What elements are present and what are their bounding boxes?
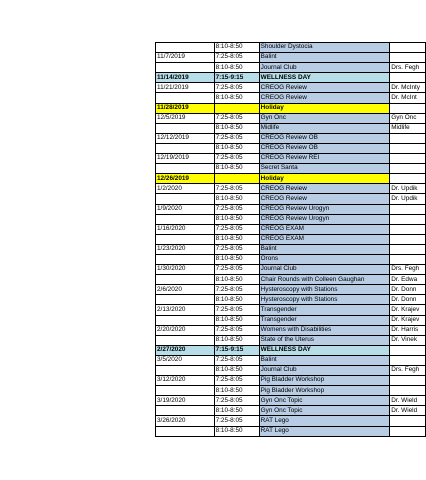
date-cell bbox=[156, 386, 215, 396]
table-row bbox=[156, 83, 426, 93]
date-cell: 11/7/2019 bbox=[156, 53, 215, 63]
date-cell: 12/26/2019 bbox=[156, 174, 215, 184]
time-cell: 8:10-8:50 bbox=[214, 194, 259, 204]
presenter-cell bbox=[390, 386, 426, 396]
table-row bbox=[156, 305, 426, 315]
topic-cell: Gyn Onc Topic bbox=[259, 396, 390, 406]
presenter-cell bbox=[390, 345, 426, 355]
table-row bbox=[156, 93, 426, 103]
table-row bbox=[156, 345, 426, 355]
presenter-cell bbox=[390, 254, 426, 264]
topic-cell: CREOG EXAM bbox=[259, 224, 390, 234]
presenter-cell: Midlife bbox=[390, 123, 426, 133]
time-cell: 7:25-8:05 bbox=[214, 396, 259, 406]
table-row bbox=[156, 315, 426, 325]
topic-cell: Pig Bladder Workshop bbox=[259, 386, 390, 396]
presenter-cell: Dr. Edwa bbox=[390, 275, 426, 285]
presenter-cell: Dr. Updik bbox=[390, 194, 426, 204]
table-row bbox=[156, 214, 426, 224]
presenter-cell: Dr. McInt bbox=[390, 93, 426, 103]
presenter-cell bbox=[390, 43, 426, 53]
time-cell: 7:25-8:05 bbox=[214, 154, 259, 164]
time-cell: 8:10-8:50 bbox=[214, 234, 259, 244]
presenter-cell bbox=[390, 73, 426, 83]
schedule-body bbox=[156, 43, 426, 437]
table-row bbox=[156, 285, 426, 295]
time-cell: 7:25-8:05 bbox=[214, 376, 259, 386]
presenter-cell bbox=[390, 53, 426, 63]
topic-cell: Secret Santa bbox=[259, 164, 390, 174]
table-row bbox=[156, 133, 426, 143]
table-row bbox=[156, 386, 426, 396]
date-cell: 11/14/2019 bbox=[156, 73, 215, 83]
topic-cell: CREOG Review bbox=[259, 194, 390, 204]
presenter-cell: Dr. Krajev bbox=[390, 305, 426, 315]
topic-cell: CREOG Review Urogyn bbox=[259, 204, 390, 214]
presenter-cell bbox=[390, 164, 426, 174]
time-cell: 8:10-8:50 bbox=[214, 366, 259, 376]
date-cell bbox=[156, 143, 215, 153]
time-cell: 7:25-8:05 bbox=[214, 244, 259, 254]
topic-cell: Gyn Onc Topic bbox=[259, 406, 390, 416]
table-row bbox=[156, 355, 426, 365]
topic-cell: CREOG EXAM bbox=[259, 234, 390, 244]
presenter-cell bbox=[390, 224, 426, 234]
topic-cell: CREOG Review bbox=[259, 184, 390, 194]
presenter-cell: Drs. Fegh bbox=[390, 63, 426, 73]
topic-cell: CREOG Review OB bbox=[259, 143, 390, 153]
table-row bbox=[156, 416, 426, 426]
table-row bbox=[156, 366, 426, 376]
date-cell bbox=[156, 295, 215, 305]
presenter-cell bbox=[390, 244, 426, 254]
table-row bbox=[156, 325, 426, 335]
topic-cell: Balint bbox=[259, 355, 390, 365]
time-cell: 7:25-8:05 bbox=[214, 204, 259, 214]
table-row bbox=[156, 123, 426, 133]
table-row bbox=[156, 275, 426, 285]
topic-cell: Balint bbox=[259, 244, 390, 254]
date-cell bbox=[156, 123, 215, 133]
topic-cell: Journal Club bbox=[259, 265, 390, 275]
date-cell: 12/19/2019 bbox=[156, 154, 215, 164]
time-cell: 7:25-8:05 bbox=[214, 265, 259, 275]
presenter-cell bbox=[390, 154, 426, 164]
time-cell: 8:10-8:50 bbox=[214, 43, 259, 53]
time-cell: 8:10-8:50 bbox=[214, 315, 259, 325]
table-row bbox=[156, 103, 426, 113]
time-cell: 7:25-8:05 bbox=[214, 224, 259, 234]
time-cell: 8:10-8:50 bbox=[214, 254, 259, 264]
time-cell: 8:10-8:50 bbox=[214, 164, 259, 174]
presenter-cell bbox=[390, 426, 426, 436]
presenter-cell: Dr. Donn bbox=[390, 285, 426, 295]
time-cell: 7:25-8:05 bbox=[214, 285, 259, 295]
topic-cell: Pig Bladder Workshop bbox=[259, 376, 390, 386]
topic-cell: Orons bbox=[259, 254, 390, 264]
topic-cell: Gyn Onc bbox=[259, 113, 390, 123]
presenter-cell bbox=[390, 103, 426, 113]
presenter-cell: Dr. Donn bbox=[390, 295, 426, 305]
time-cell: 8:10-8:50 bbox=[214, 386, 259, 396]
table-row bbox=[156, 164, 426, 174]
presenter-cell bbox=[390, 376, 426, 386]
date-cell bbox=[156, 63, 215, 73]
presenter-cell bbox=[390, 355, 426, 365]
date-cell: 1/23/2020 bbox=[156, 244, 215, 254]
date-cell: 2/27/2020 bbox=[156, 345, 215, 355]
topic-cell: Journal Club bbox=[259, 63, 390, 73]
topic-cell: WELLNESS DAY bbox=[259, 73, 390, 83]
date-cell bbox=[156, 234, 215, 244]
time-cell: 8:10-8:50 bbox=[214, 406, 259, 416]
topic-cell: CREOG Review Urogyn bbox=[259, 214, 390, 224]
date-cell: 2/13/2020 bbox=[156, 305, 215, 315]
topic-cell: State of the Uterus bbox=[259, 335, 390, 345]
date-cell: 12/5/2019 bbox=[156, 113, 215, 123]
presenter-cell bbox=[390, 234, 426, 244]
presenter-cell: Drs. Fegh bbox=[390, 265, 426, 275]
date-cell bbox=[156, 366, 215, 376]
table-row bbox=[156, 43, 426, 53]
table-row bbox=[156, 376, 426, 386]
topic-cell: Balint bbox=[259, 53, 390, 63]
presenter-cell bbox=[390, 133, 426, 143]
time-cell: 8:10-8:50 bbox=[214, 214, 259, 224]
time-cell: 7:25-8:05 bbox=[214, 83, 259, 93]
date-cell: 12/12/2019 bbox=[156, 133, 215, 143]
time-cell: 7:25-8:05 bbox=[214, 416, 259, 426]
table-row bbox=[156, 295, 426, 305]
time-cell bbox=[214, 174, 259, 184]
presenter-cell: Dr. Wield bbox=[390, 406, 426, 416]
table-row bbox=[156, 113, 426, 123]
date-cell bbox=[156, 164, 215, 174]
topic-cell: CREOG Review REI bbox=[259, 154, 390, 164]
time-cell: 7:25-8:05 bbox=[214, 113, 259, 123]
time-cell bbox=[214, 103, 259, 113]
date-cell: 3/12/2020 bbox=[156, 376, 215, 386]
time-cell: 7:25-8:05 bbox=[214, 133, 259, 143]
date-cell: 1/16/2020 bbox=[156, 224, 215, 234]
topic-cell: Midlife bbox=[259, 123, 390, 133]
table-row bbox=[156, 265, 426, 275]
time-cell: 8:10-8:50 bbox=[214, 63, 259, 73]
topic-cell: Transgender bbox=[259, 315, 390, 325]
table-row bbox=[156, 224, 426, 234]
date-cell bbox=[156, 93, 215, 103]
table-row bbox=[156, 335, 426, 345]
presenter-cell: Drs. Fegh bbox=[390, 366, 426, 376]
date-cell: 3/19/2020 bbox=[156, 396, 215, 406]
date-cell bbox=[156, 426, 215, 436]
date-cell bbox=[156, 335, 215, 345]
table-row bbox=[156, 406, 426, 416]
presenter-cell: Dr. Vinek bbox=[390, 335, 426, 345]
table-row bbox=[156, 426, 426, 436]
topic-cell: WELLNESS DAY bbox=[259, 345, 390, 355]
topic-cell: Hysteroscopy with Stations bbox=[259, 285, 390, 295]
time-cell: 7:25-8:05 bbox=[214, 53, 259, 63]
table-row bbox=[156, 234, 426, 244]
schedule-table bbox=[155, 42, 426, 437]
date-cell: 11/21/2019 bbox=[156, 83, 215, 93]
topic-cell: Shoulder Dystocia bbox=[259, 43, 390, 53]
topic-cell: Chair Rounds with Colleen Gaughan bbox=[259, 275, 390, 285]
time-cell: 8:10-8:50 bbox=[214, 335, 259, 345]
table-row bbox=[156, 184, 426, 194]
presenter-cell bbox=[390, 204, 426, 214]
table-row bbox=[156, 174, 426, 184]
date-cell: 11/28/2019 bbox=[156, 103, 215, 113]
table-row bbox=[156, 244, 426, 254]
time-cell: 7:25-8:05 bbox=[214, 305, 259, 315]
presenter-cell: Dr. Wield bbox=[390, 396, 426, 406]
time-cell: 7:15-9:15 bbox=[214, 345, 259, 355]
time-cell: 7:25-8:05 bbox=[214, 184, 259, 194]
date-cell bbox=[156, 406, 215, 416]
time-cell: 7:25-8:05 bbox=[214, 355, 259, 365]
time-cell: 8:10-8:50 bbox=[214, 143, 259, 153]
table-row bbox=[156, 143, 426, 153]
date-cell: 2/20/2020 bbox=[156, 325, 215, 335]
time-cell: 8:10-8:50 bbox=[214, 275, 259, 285]
presenter-cell bbox=[390, 143, 426, 153]
presenter-cell bbox=[390, 214, 426, 224]
time-cell: 7:25-8:05 bbox=[214, 325, 259, 335]
date-cell: 2/6/2020 bbox=[156, 285, 215, 295]
date-cell bbox=[156, 214, 215, 224]
table-row bbox=[156, 73, 426, 83]
topic-cell: Holiday bbox=[259, 103, 390, 113]
date-cell bbox=[156, 194, 215, 204]
date-cell: 1/2/2020 bbox=[156, 184, 215, 194]
table-row bbox=[156, 63, 426, 73]
table-row bbox=[156, 396, 426, 406]
table-row bbox=[156, 194, 426, 204]
time-cell: 8:10-8:50 bbox=[214, 123, 259, 133]
topic-cell: CREOG Review OB bbox=[259, 133, 390, 143]
topic-cell: Hysteroscopy with Stations bbox=[259, 295, 390, 305]
date-cell bbox=[156, 275, 215, 285]
date-cell: 1/9/2020 bbox=[156, 204, 215, 214]
date-cell: 1/30/2020 bbox=[156, 265, 215, 275]
topic-cell: RAT Lego bbox=[259, 426, 390, 436]
topic-cell: RAT Lego bbox=[259, 416, 390, 426]
topic-cell: Journal Club bbox=[259, 366, 390, 376]
presenter-cell bbox=[390, 416, 426, 426]
time-cell: 8:10-8:50 bbox=[214, 93, 259, 103]
time-cell: 7:15-9:15 bbox=[214, 73, 259, 83]
table-row bbox=[156, 154, 426, 164]
presenter-cell: Dr. McInty bbox=[390, 83, 426, 93]
presenter-cell bbox=[390, 174, 426, 184]
topic-cell: Womens with Disabilities bbox=[259, 325, 390, 335]
presenter-cell: Dr. Krajev bbox=[390, 315, 426, 325]
time-cell: 8:10-8:50 bbox=[214, 426, 259, 436]
date-cell: 3/26/2020 bbox=[156, 416, 215, 426]
table-row bbox=[156, 204, 426, 214]
presenter-cell: Gyn Onc bbox=[390, 113, 426, 123]
table-row bbox=[156, 53, 426, 63]
date-cell bbox=[156, 43, 215, 53]
table-row bbox=[156, 254, 426, 264]
date-cell bbox=[156, 254, 215, 264]
topic-cell: CREOG Review bbox=[259, 83, 390, 93]
presenter-cell: Dr. Updik bbox=[390, 184, 426, 194]
date-cell: 3/5/2020 bbox=[156, 355, 215, 365]
topic-cell: Transgender bbox=[259, 305, 390, 315]
topic-cell: Holiday bbox=[259, 174, 390, 184]
presenter-cell: Dr. Harris bbox=[390, 325, 426, 335]
topic-cell: CREOG Review bbox=[259, 93, 390, 103]
date-cell bbox=[156, 315, 215, 325]
time-cell: 8:10-8:50 bbox=[214, 295, 259, 305]
